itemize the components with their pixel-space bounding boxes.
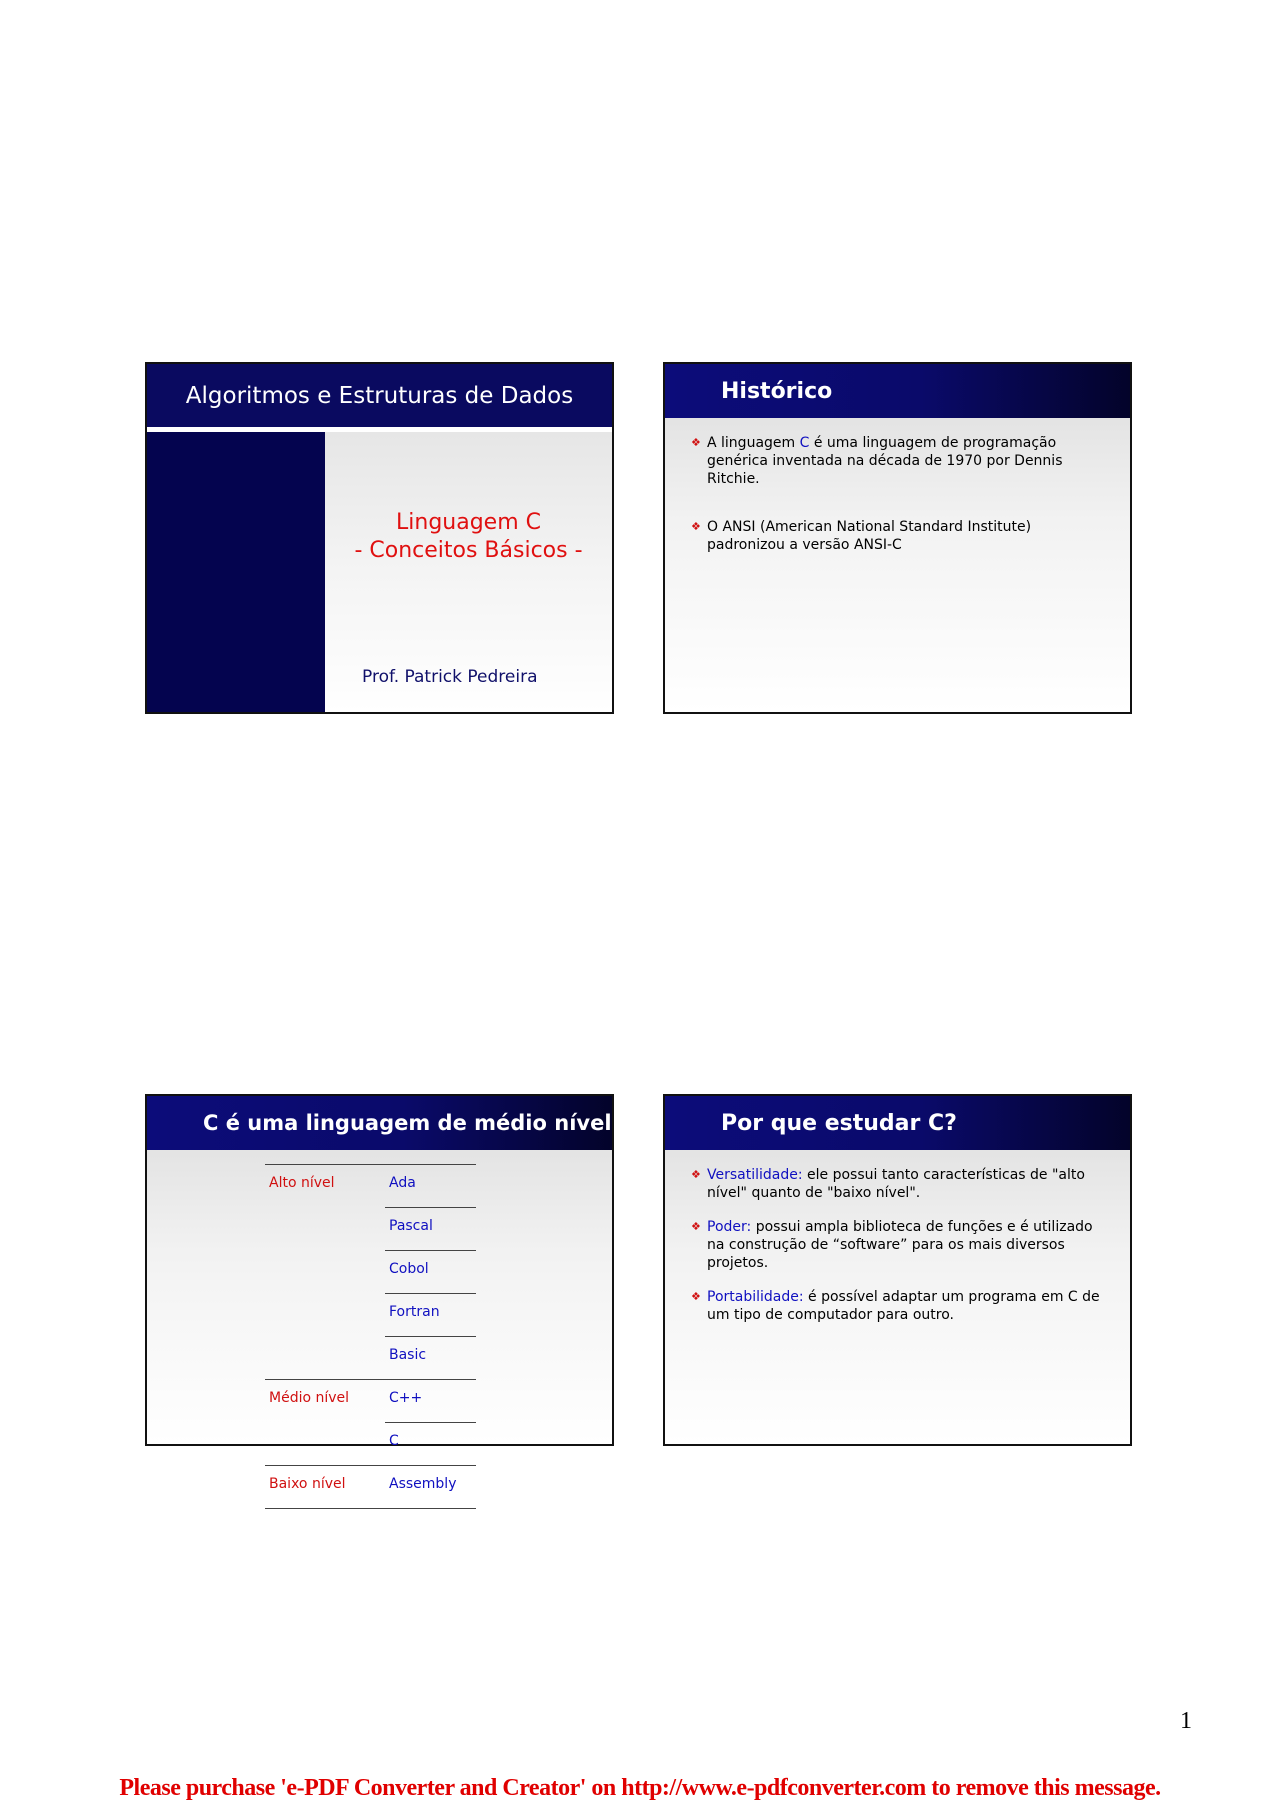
bullet-item — [691, 1218, 1108, 1272]
highlight-text: C — [799, 435, 810, 451]
level-cell — [265, 1251, 385, 1294]
bullet-text: é uma linguagem de programação genérica inventada na década de 1970 por Dennis Ritchie. — [707, 435, 1063, 487]
table-row — [265, 1165, 476, 1208]
table-row — [265, 1251, 476, 1294]
slide-header — [147, 1096, 612, 1150]
slide-header — [665, 1096, 1130, 1150]
language-cell: Pascal — [385, 1208, 476, 1251]
slide-medio-nivel — [145, 1094, 614, 1492]
table-row — [265, 1294, 476, 1337]
bullet-text: possui ampla biblioteca de funções e é utilizado na construção de “software” para os mais diversos projetos. — [707, 1219, 1093, 1271]
bullet-item — [691, 518, 1108, 554]
divider — [147, 427, 612, 430]
table-row — [265, 1466, 476, 1509]
bullet-icon: ❖ — [691, 1168, 701, 1181]
highlight-text: Portabilidade: — [707, 1289, 804, 1305]
bullet-list — [691, 434, 1108, 571]
bullet-text: ele possui tanto características de "alto nível" quanto de "baixo nível". — [707, 1167, 1085, 1201]
language-cell: Basic — [385, 1337, 476, 1380]
level-cell: Médio nível — [265, 1380, 385, 1423]
language-cell: Cobol — [385, 1251, 476, 1294]
language-cell: Fortran — [385, 1294, 476, 1337]
author-name: Prof. Patrick Pedreira — [362, 667, 538, 687]
bullet-text: O ANSI (American National Standard Institute) padronizou a versão ANSI-C — [707, 519, 1032, 553]
bullet-item — [691, 434, 1108, 488]
bullet-icon: ❖ — [691, 1220, 701, 1233]
watermark-footer: Please purchase 'e-PDF Converter and Creator' on http://www.e-pdfconverter.com to remove this message. — [119, 1775, 1161, 1801]
level-cell — [265, 1208, 385, 1251]
slide-title — [145, 362, 614, 714]
slide-heading: C é uma linguagem de médio nível — [203, 1111, 612, 1135]
page-number: 1 — [1180, 1708, 1192, 1734]
slide-heading: Por que estudar C? — [721, 1110, 957, 1136]
bullet-icon: ❖ — [691, 1290, 701, 1303]
table-row — [265, 1380, 476, 1423]
bullet-icon: ❖ — [691, 436, 701, 449]
highlight-text: Versatilidade: — [707, 1167, 803, 1183]
slide-historico — [663, 362, 1132, 714]
bullet-item — [691, 1166, 1108, 1202]
slide-title-heading: Algoritmos e Estruturas de Dados — [147, 364, 612, 427]
level-table — [265, 1164, 476, 1509]
language-cell: Ada — [385, 1165, 476, 1208]
bullet-item — [691, 1288, 1108, 1324]
slide-subtitle-line1: Linguagem C — [396, 510, 541, 535]
level-cell: Alto nível — [265, 1165, 385, 1208]
bullet-text: A linguagem — [707, 435, 800, 451]
highlight-text: Poder: — [707, 1219, 752, 1235]
side-panel — [147, 432, 325, 712]
level-cell — [265, 1337, 385, 1380]
language-cell: C++ — [385, 1380, 476, 1423]
bullet-list — [691, 1166, 1108, 1340]
level-cell: Baixo nível — [265, 1466, 385, 1509]
language-cell: C — [385, 1423, 476, 1466]
level-cell — [265, 1294, 385, 1337]
slide-por-que — [663, 1094, 1132, 1446]
table-row — [265, 1208, 476, 1251]
table-row — [265, 1423, 476, 1466]
level-cell — [265, 1423, 385, 1466]
bullet-text: é possível adaptar um programa em C de um tipo de computador para outro. — [707, 1289, 1100, 1323]
slide-subtitle-line2: - Conceitos Básicos - — [354, 538, 583, 563]
slide-heading: Histórico — [721, 378, 833, 404]
slide-header — [665, 364, 1130, 418]
bullet-icon: ❖ — [691, 520, 701, 533]
language-cell: Assembly — [385, 1466, 476, 1509]
table-row — [265, 1337, 476, 1380]
